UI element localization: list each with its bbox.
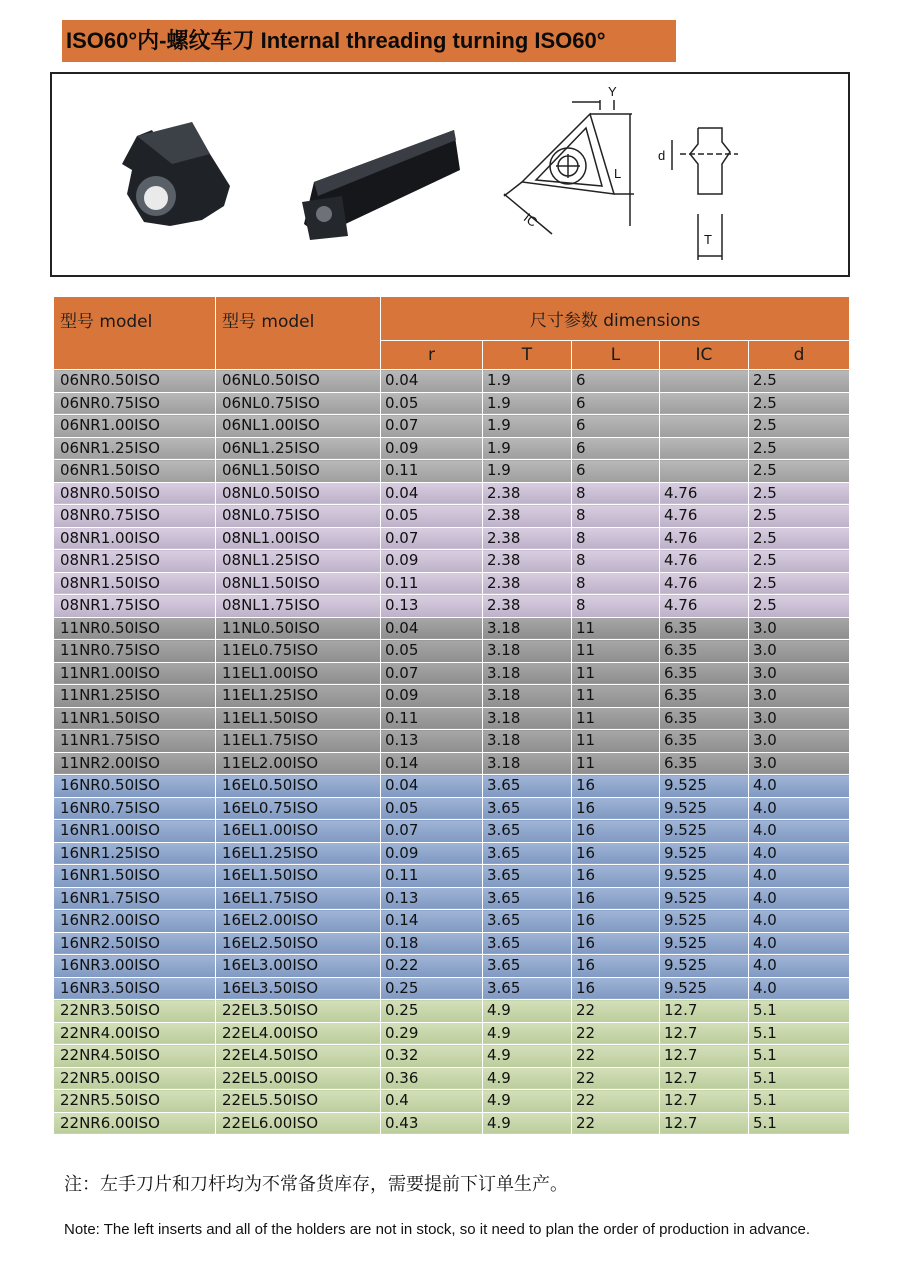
- cell-right: 06NR1.00ISO: [54, 415, 216, 438]
- cell-ic: 9.525: [660, 842, 749, 865]
- cell-r: 0.07: [381, 820, 483, 843]
- cell-l: 22: [572, 1000, 660, 1023]
- cell-t: 3.65: [483, 775, 572, 798]
- cell-t: 3.65: [483, 865, 572, 888]
- cell-right: 06NR0.50ISO: [54, 370, 216, 393]
- cell-t: 4.9: [483, 1090, 572, 1113]
- cell-d: 4.0: [749, 955, 850, 978]
- label-l: L: [614, 166, 622, 181]
- cell-l: 16: [572, 797, 660, 820]
- table-row: [54, 1067, 850, 1090]
- table-row: [54, 910, 850, 933]
- page-title: ISO60°内-螺纹车刀 Internal threading turning ISO60°: [62, 20, 676, 62]
- cell-r: 0.04: [381, 775, 483, 798]
- cell-t: 2.38: [483, 595, 572, 618]
- cell-left: 06NL0.75ISO: [216, 392, 381, 415]
- cell-l: 8: [572, 550, 660, 573]
- table-row: [54, 752, 850, 775]
- cell-ic: 12.7: [660, 1067, 749, 1090]
- cell-ic: 9.525: [660, 910, 749, 933]
- cell-l: 16: [572, 977, 660, 1000]
- cell-d: 2.5: [749, 482, 850, 505]
- cell-t: 2.38: [483, 527, 572, 550]
- cell-ic: 9.525: [660, 932, 749, 955]
- product-illustration: [52, 74, 852, 279]
- cell-l: 6: [572, 370, 660, 393]
- cell-ic: 12.7: [660, 1000, 749, 1023]
- cell-l: 6: [572, 392, 660, 415]
- cell-d: 4.0: [749, 865, 850, 888]
- cell-right: 08NR1.25ISO: [54, 550, 216, 573]
- cell-ic: 9.525: [660, 955, 749, 978]
- cell-r: 0.14: [381, 752, 483, 775]
- cell-d: 2.5: [749, 415, 850, 438]
- cell-l: 16: [572, 932, 660, 955]
- cell-d: 5.1: [749, 1022, 850, 1045]
- cell-ic: 6.35: [660, 752, 749, 775]
- cell-l: 11: [572, 752, 660, 775]
- cell-ic: [660, 460, 749, 483]
- cell-d: 2.5: [749, 572, 850, 595]
- cell-ic: 12.7: [660, 1112, 749, 1135]
- cell-r: 0.43: [381, 1112, 483, 1135]
- cell-r: 0.4: [381, 1090, 483, 1113]
- product-figure: [50, 72, 850, 277]
- table-row: [54, 505, 850, 528]
- cell-left: 11NL0.50ISO: [216, 617, 381, 640]
- cell-d: 3.0: [749, 707, 850, 730]
- cell-l: 11: [572, 640, 660, 663]
- table-row: [54, 685, 850, 708]
- cell-d: 4.0: [749, 932, 850, 955]
- cell-left: 16EL2.50ISO: [216, 932, 381, 955]
- cell-left: 08NL1.00ISO: [216, 527, 381, 550]
- cell-ic: 6.35: [660, 685, 749, 708]
- cell-left: 11EL1.50ISO: [216, 707, 381, 730]
- cell-left: 06NL1.25ISO: [216, 437, 381, 460]
- table-row: [54, 820, 850, 843]
- cell-r: 0.13: [381, 730, 483, 753]
- cell-t: 1.9: [483, 370, 572, 393]
- table-row: [54, 1045, 850, 1068]
- cell-t: 1.9: [483, 460, 572, 483]
- cell-ic: 12.7: [660, 1090, 749, 1113]
- cell-r: 0.09: [381, 550, 483, 573]
- table-row: [54, 932, 850, 955]
- header-t: T: [483, 341, 572, 370]
- cell-ic: 9.525: [660, 887, 749, 910]
- cell-right: 16NR3.00ISO: [54, 955, 216, 978]
- cell-ic: 6.35: [660, 662, 749, 685]
- cell-t: 3.18: [483, 707, 572, 730]
- cell-d: 2.5: [749, 437, 850, 460]
- cell-d: 2.5: [749, 392, 850, 415]
- cell-r: 0.07: [381, 527, 483, 550]
- label-t: T: [704, 232, 712, 247]
- header-ic: IC: [660, 341, 749, 370]
- cell-l: 22: [572, 1112, 660, 1135]
- cell-r: 0.09: [381, 685, 483, 708]
- cell-right: 16NR1.00ISO: [54, 820, 216, 843]
- cell-right: 22NR4.00ISO: [54, 1022, 216, 1045]
- spec-table: [53, 296, 850, 1135]
- header-d: d: [749, 341, 850, 370]
- table-row: [54, 482, 850, 505]
- table-row: [54, 730, 850, 753]
- cell-right: 08NR1.00ISO: [54, 527, 216, 550]
- cell-d: 3.0: [749, 640, 850, 663]
- cell-d: 4.0: [749, 887, 850, 910]
- cell-l: 8: [572, 572, 660, 595]
- cell-right: 16NR3.50ISO: [54, 977, 216, 1000]
- note-chinese: 注：左手刀片和刀杆均为不常备货库存，需要提前下订单生产。: [64, 1174, 568, 1195]
- cell-r: 0.11: [381, 460, 483, 483]
- cell-ic: 9.525: [660, 865, 749, 888]
- cell-t: 4.9: [483, 1067, 572, 1090]
- table-row: [54, 370, 850, 393]
- cell-d: 3.0: [749, 617, 850, 640]
- cell-d: 4.0: [749, 910, 850, 933]
- note-english: Note: The left inserts and all of the holders are not in stock, so it need to plan the order of production in advance.: [64, 1221, 811, 1238]
- cell-ic: [660, 392, 749, 415]
- cell-left: 16EL2.00ISO: [216, 910, 381, 933]
- cell-ic: 6.35: [660, 617, 749, 640]
- cell-r: 0.22: [381, 955, 483, 978]
- cell-d: 5.1: [749, 1045, 850, 1068]
- cell-ic: 6.35: [660, 640, 749, 663]
- cell-r: 0.18: [381, 932, 483, 955]
- cell-r: 0.05: [381, 797, 483, 820]
- table-row: [54, 1000, 850, 1023]
- cell-ic: 9.525: [660, 797, 749, 820]
- cell-ic: 4.76: [660, 550, 749, 573]
- cell-right: 11NR2.00ISO: [54, 752, 216, 775]
- cell-d: 5.1: [749, 1112, 850, 1135]
- label-d: d: [658, 148, 666, 163]
- cell-d: 2.5: [749, 370, 850, 393]
- cell-left: 08NL1.50ISO: [216, 572, 381, 595]
- cell-r: 0.07: [381, 415, 483, 438]
- holder-photo: [302, 130, 460, 240]
- cell-right: 06NR0.75ISO: [54, 392, 216, 415]
- table-row: [54, 775, 850, 798]
- table-row: [54, 640, 850, 663]
- cell-l: 8: [572, 505, 660, 528]
- cell-t: 2.38: [483, 505, 572, 528]
- cell-l: 8: [572, 482, 660, 505]
- cell-left: 22EL4.00ISO: [216, 1022, 381, 1045]
- table-row: [54, 617, 850, 640]
- cell-left: 11EL1.75ISO: [216, 730, 381, 753]
- cell-ic: 4.76: [660, 482, 749, 505]
- cell-t: 1.9: [483, 437, 572, 460]
- spec-table-body: [54, 370, 850, 1135]
- table-row: [54, 1022, 850, 1045]
- cell-t: 3.18: [483, 752, 572, 775]
- cell-t: 4.9: [483, 1022, 572, 1045]
- insert-photo: [122, 122, 230, 226]
- table-row: [54, 392, 850, 415]
- table-row: [54, 550, 850, 573]
- cell-d: 5.1: [749, 1067, 850, 1090]
- cell-t: 3.18: [483, 640, 572, 663]
- cell-r: 0.05: [381, 640, 483, 663]
- cell-l: 11: [572, 617, 660, 640]
- cell-l: 22: [572, 1045, 660, 1068]
- cell-t: 3.18: [483, 662, 572, 685]
- cell-d: 3.0: [749, 730, 850, 753]
- cell-right: 16NR0.50ISO: [54, 775, 216, 798]
- table-row: [54, 527, 850, 550]
- cell-ic: 4.76: [660, 527, 749, 550]
- cell-t: 3.65: [483, 955, 572, 978]
- cell-r: 0.11: [381, 707, 483, 730]
- cell-r: 0.13: [381, 887, 483, 910]
- cell-l: 22: [572, 1090, 660, 1113]
- cell-r: 0.13: [381, 595, 483, 618]
- table-row: [54, 460, 850, 483]
- cell-t: 3.18: [483, 617, 572, 640]
- cell-r: 0.11: [381, 865, 483, 888]
- table-row: [54, 865, 850, 888]
- table-row: [54, 415, 850, 438]
- cell-t: 3.65: [483, 820, 572, 843]
- cell-r: 0.07: [381, 662, 483, 685]
- cell-right: 16NR1.25ISO: [54, 842, 216, 865]
- cell-d: 4.0: [749, 797, 850, 820]
- cell-left: 08NL1.75ISO: [216, 595, 381, 618]
- cell-left: 16EL3.50ISO: [216, 977, 381, 1000]
- cell-t: 3.65: [483, 977, 572, 1000]
- cell-ic: 12.7: [660, 1045, 749, 1068]
- cell-ic: [660, 415, 749, 438]
- cell-left: 06NL0.50ISO: [216, 370, 381, 393]
- cell-t: 1.9: [483, 415, 572, 438]
- cell-right: 16NR1.75ISO: [54, 887, 216, 910]
- cell-t: 3.65: [483, 797, 572, 820]
- cell-d: 2.5: [749, 527, 850, 550]
- cell-right: 08NR1.50ISO: [54, 572, 216, 595]
- cell-right: 11NR0.75ISO: [54, 640, 216, 663]
- cell-right: 08NR1.75ISO: [54, 595, 216, 618]
- cell-l: 22: [572, 1022, 660, 1045]
- cell-d: 3.0: [749, 662, 850, 685]
- cell-left: 16EL3.00ISO: [216, 955, 381, 978]
- cell-r: 0.09: [381, 842, 483, 865]
- cell-ic: 6.35: [660, 707, 749, 730]
- cell-right: 16NR0.75ISO: [54, 797, 216, 820]
- cell-left: 16EL1.50ISO: [216, 865, 381, 888]
- header-model-right: 型号 model: [54, 297, 216, 370]
- table-row: [54, 1090, 850, 1113]
- cell-l: 16: [572, 775, 660, 798]
- cell-r: 0.05: [381, 392, 483, 415]
- cell-r: 0.04: [381, 617, 483, 640]
- cell-t: 3.65: [483, 887, 572, 910]
- table-row: [54, 572, 850, 595]
- cell-d: 4.0: [749, 820, 850, 843]
- cell-right: 11NR0.50ISO: [54, 617, 216, 640]
- table-row: [54, 797, 850, 820]
- cell-l: 6: [572, 437, 660, 460]
- cell-l: 11: [572, 685, 660, 708]
- cell-right: 06NR1.25ISO: [54, 437, 216, 460]
- cell-r: 0.05: [381, 505, 483, 528]
- cell-left: 11EL1.00ISO: [216, 662, 381, 685]
- label-y: Y: [608, 84, 617, 99]
- cell-right: 11NR1.00ISO: [54, 662, 216, 685]
- cell-right: 08NR0.50ISO: [54, 482, 216, 505]
- cell-right: 22NR5.50ISO: [54, 1090, 216, 1113]
- cell-left: 11EL0.75ISO: [216, 640, 381, 663]
- cell-t: 4.9: [483, 1112, 572, 1135]
- cell-ic: [660, 437, 749, 460]
- cell-ic: 9.525: [660, 820, 749, 843]
- cell-right: 11NR1.25ISO: [54, 685, 216, 708]
- cell-right: 11NR1.75ISO: [54, 730, 216, 753]
- cell-left: 08NL0.50ISO: [216, 482, 381, 505]
- cell-r: 0.04: [381, 482, 483, 505]
- cell-ic: 4.76: [660, 572, 749, 595]
- cell-left: 22EL4.50ISO: [216, 1045, 381, 1068]
- cell-left: 08NL1.25ISO: [216, 550, 381, 573]
- cell-t: 2.38: [483, 482, 572, 505]
- cell-right: 08NR0.75ISO: [54, 505, 216, 528]
- cell-t: 3.18: [483, 685, 572, 708]
- table-row: [54, 955, 850, 978]
- cell-left: 22EL6.00ISO: [216, 1112, 381, 1135]
- cell-ic: 6.35: [660, 730, 749, 753]
- cell-r: 0.04: [381, 370, 483, 393]
- header-model-left: 型号 model: [216, 297, 381, 370]
- cell-l: 11: [572, 730, 660, 753]
- cell-d: 2.5: [749, 550, 850, 573]
- cell-t: 2.38: [483, 550, 572, 573]
- cell-t: 3.65: [483, 910, 572, 933]
- cell-left: 16EL1.75ISO: [216, 887, 381, 910]
- cell-l: 16: [572, 820, 660, 843]
- cell-l: 16: [572, 955, 660, 978]
- cell-right: 16NR2.50ISO: [54, 932, 216, 955]
- cell-l: 6: [572, 460, 660, 483]
- table-row: [54, 662, 850, 685]
- cell-l: 11: [572, 707, 660, 730]
- cell-ic: 9.525: [660, 977, 749, 1000]
- cell-right: 22NR3.50ISO: [54, 1000, 216, 1023]
- cell-left: 06NL1.50ISO: [216, 460, 381, 483]
- table-row: [54, 707, 850, 730]
- cell-d: 5.1: [749, 1090, 850, 1113]
- cell-left: 11EL2.00ISO: [216, 752, 381, 775]
- cell-left: 11EL1.25ISO: [216, 685, 381, 708]
- cell-d: 5.1: [749, 1000, 850, 1023]
- label-ic: IC: [520, 210, 541, 230]
- cell-left: 22EL5.00ISO: [216, 1067, 381, 1090]
- cell-d: 2.5: [749, 505, 850, 528]
- cell-t: 3.65: [483, 842, 572, 865]
- cell-l: 11: [572, 662, 660, 685]
- cell-l: 16: [572, 910, 660, 933]
- table-row: [54, 842, 850, 865]
- cell-left: 08NL0.75ISO: [216, 505, 381, 528]
- cell-d: 3.0: [749, 685, 850, 708]
- cell-d: 2.5: [749, 460, 850, 483]
- cell-r: 0.36: [381, 1067, 483, 1090]
- cell-t: 4.9: [483, 1045, 572, 1068]
- cell-d: 4.0: [749, 977, 850, 1000]
- cell-right: 06NR1.50ISO: [54, 460, 216, 483]
- cell-l: 8: [572, 527, 660, 550]
- table-row: [54, 437, 850, 460]
- cell-left: 22EL3.50ISO: [216, 1000, 381, 1023]
- cell-right: 16NR2.00ISO: [54, 910, 216, 933]
- table-row: [54, 1112, 850, 1135]
- cell-left: 06NL1.00ISO: [216, 415, 381, 438]
- table-row: [54, 595, 850, 618]
- cell-left: 16EL0.50ISO: [216, 775, 381, 798]
- header-l: L: [572, 341, 660, 370]
- cell-ic: 4.76: [660, 505, 749, 528]
- cell-t: 1.9: [483, 392, 572, 415]
- cell-ic: 4.76: [660, 595, 749, 618]
- cell-d: 2.5: [749, 595, 850, 618]
- cell-d: 3.0: [749, 752, 850, 775]
- cell-r: 0.11: [381, 572, 483, 595]
- cell-r: 0.29: [381, 1022, 483, 1045]
- cell-t: 4.9: [483, 1000, 572, 1023]
- table-row: [54, 887, 850, 910]
- cell-t: 3.18: [483, 730, 572, 753]
- cell-right: 22NR5.00ISO: [54, 1067, 216, 1090]
- cell-right: 11NR1.50ISO: [54, 707, 216, 730]
- cell-right: 22NR6.00ISO: [54, 1112, 216, 1135]
- cell-l: 22: [572, 1067, 660, 1090]
- cell-l: 6: [572, 415, 660, 438]
- cell-ic: 12.7: [660, 1022, 749, 1045]
- header-dimensions: 尺寸参数 dimensions: [381, 297, 850, 341]
- cell-left: 16EL0.75ISO: [216, 797, 381, 820]
- cell-t: 3.65: [483, 932, 572, 955]
- cell-r: 0.32: [381, 1045, 483, 1068]
- cell-ic: 9.525: [660, 775, 749, 798]
- cell-r: 0.09: [381, 437, 483, 460]
- cell-r: 0.14: [381, 910, 483, 933]
- cell-r: 0.25: [381, 977, 483, 1000]
- cell-l: 16: [572, 865, 660, 888]
- cell-right: 22NR4.50ISO: [54, 1045, 216, 1068]
- cell-l: 16: [572, 842, 660, 865]
- cell-left: 16EL1.00ISO: [216, 820, 381, 843]
- cell-right: 16NR1.50ISO: [54, 865, 216, 888]
- cell-d: 4.0: [749, 842, 850, 865]
- cell-left: 22EL5.50ISO: [216, 1090, 381, 1113]
- cell-l: 16: [572, 887, 660, 910]
- header-r: r: [381, 341, 483, 370]
- cell-d: 4.0: [749, 775, 850, 798]
- cell-t: 2.38: [483, 572, 572, 595]
- cell-left: 16EL1.25ISO: [216, 842, 381, 865]
- cell-l: 8: [572, 595, 660, 618]
- table-row: [54, 977, 850, 1000]
- cell-r: 0.25: [381, 1000, 483, 1023]
- cell-ic: [660, 370, 749, 393]
